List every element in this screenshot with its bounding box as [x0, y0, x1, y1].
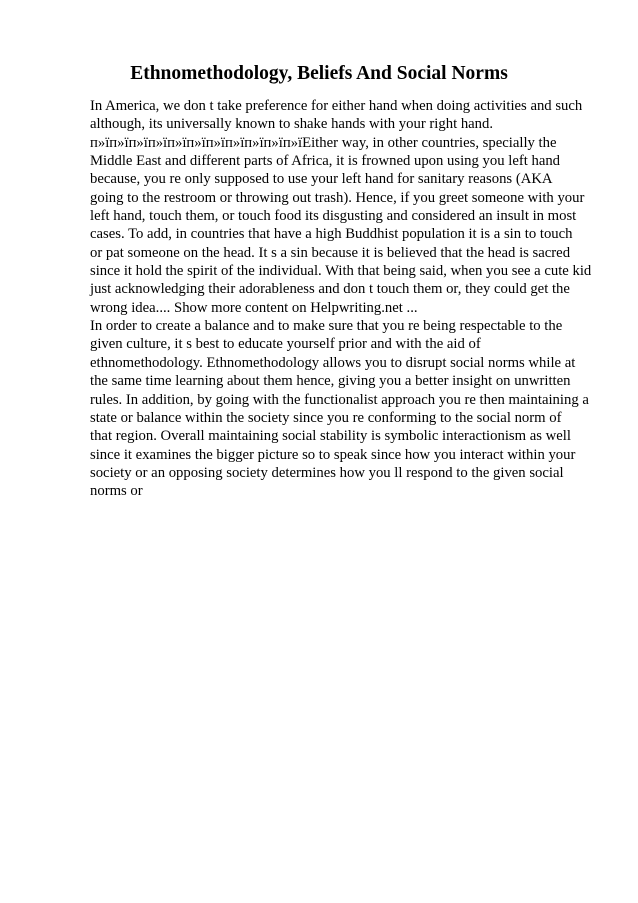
body-line: Middle East and different parts of Africa, it is frowned upon using you left hand — [90, 153, 561, 170]
body-line: since it examines the bigger picture so to speak since how you interact within your — [90, 446, 576, 463]
body-line: society or an opposing society determines how you ll respond to the given social — [90, 464, 564, 481]
body-line: the same time learning about them hence, giving you a better insight on unwritten — [90, 373, 571, 390]
body-line: given culture, it s best to educate yourself prior and with the aid of — [90, 336, 481, 353]
body-line: although, its universally known to shake hands with your right hand. — [90, 116, 494, 133]
body-line: wrong idea.... Show more content on Helpwriting.net ... — [90, 299, 418, 316]
body-line: rules. In addition, by going with the functionalist approach you re then maintaining a — [90, 391, 589, 408]
body-line: or pat someone on the head. It s a sin because it is believed that the head is sacred — [90, 244, 571, 261]
body-line: going to the restroom or throwing out trash). Hence, if you greet someone with your — [90, 189, 585, 206]
document-title: Ethnomethodology, Beliefs And Social Norms — [130, 63, 508, 84]
body-line: norms or — [90, 483, 143, 500]
body-line: left hand, touch them, or touch food its disgusting and considered an insult in most — [90, 208, 577, 225]
body-line: just acknowledging their adorableness and don t touch them or, they could get the — [90, 281, 570, 298]
body-line: п»їп»їп»їп»їп»їп»їп»їп»їп»їп»їп»їEither way, in other countries, specially the — [90, 134, 557, 151]
body-line: cases. To add, in countries that have a high Buddhist population it is a sin to touch — [90, 226, 573, 243]
body-line: since it hold the spirit of the individual. With that being said, when you see a cute kid — [90, 263, 592, 280]
document-body — [90, 97, 610, 501]
body-line: In America, we don t take preference for either hand when doing activities and such — [90, 98, 583, 114]
body-line: that region. Overall maintaining social stability is symbolic interactionism as well — [90, 428, 571, 445]
body-line: because, you re only supposed to use your left hand for sanitary reasons (AKA — [90, 171, 553, 188]
body-line: ethnomethodology. Ethnomethodology allows you to disrupt social norms while at — [90, 354, 576, 371]
body-line: In order to create a balance and to make sure that you re being respectable to the — [90, 318, 563, 335]
body-line: state or balance within the society since you re conforming to the social norm of — [90, 409, 562, 426]
